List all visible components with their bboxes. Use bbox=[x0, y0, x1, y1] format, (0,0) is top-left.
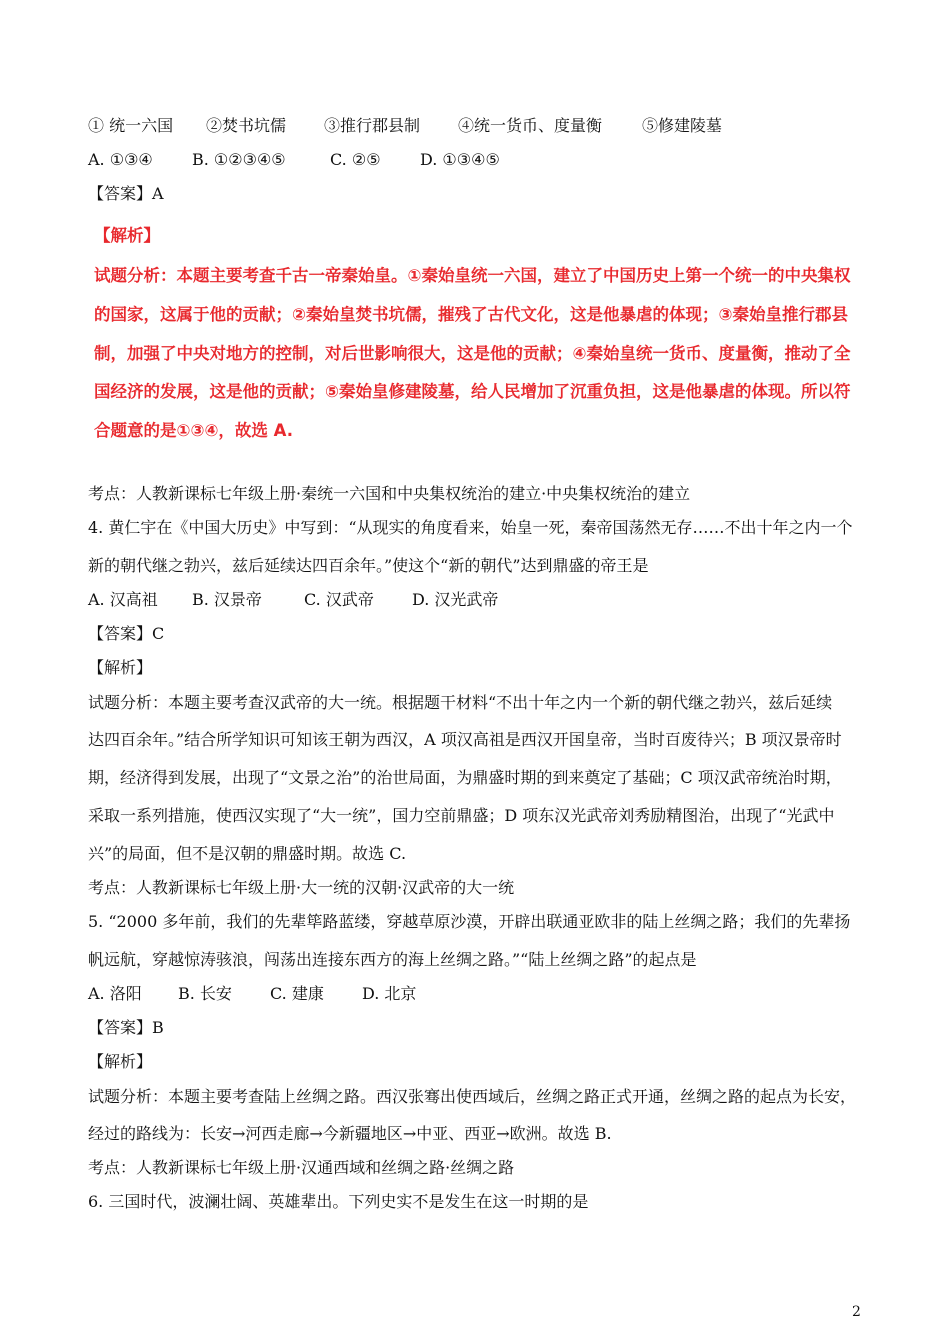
q4-kaodian: 考点：人教新课标七年级上册·大一统的汉朝·汉武帝的大一统 bbox=[88, 878, 515, 897]
q5-answer: 【答案】B bbox=[88, 1018, 164, 1037]
q5-option: D. 北京 bbox=[362, 984, 417, 1003]
q5-option: A. 洛阳 bbox=[88, 984, 142, 1003]
q3-item: ②焚书坑儒 bbox=[206, 116, 287, 135]
q4-option: C. 汉武帝 bbox=[304, 590, 374, 609]
q3-items bbox=[88, 116, 722, 136]
q3-kaodian: 考点：人教新课标七年级上册·秦统一六国和中央集权统治的建立·中央集权统治的建立 bbox=[88, 484, 691, 503]
q3-analysis-line: 合题意的是①③④，故选 A. bbox=[94, 421, 293, 440]
q5-analysis-line: 试题分析：本题主要考查陆上丝绸之路。西汉张骞出使西域后，丝绸之路正式开通，丝绸之路的起点为长安， bbox=[88, 1087, 857, 1106]
q5-stem-line: 5. “2000 多年前，我们的先辈筚路蓝缕，穿越草原沙漠，开辟出联通亚欧非的陆上丝绸之路；我们的先辈扬 bbox=[88, 912, 851, 931]
q4-analysis-line: 期，经济得到发展，出现了“文景之治”的治世局面，为鼎盛时期的到来奠定了基础；C 项汉武帝统治时期， bbox=[88, 768, 842, 787]
q5-analysis-title: 【解析】 bbox=[88, 1052, 153, 1071]
q3-options bbox=[88, 150, 500, 170]
q5-kaodian: 考点：人教新课标七年级上册·汉通西域和丝绸之路·丝绸之路 bbox=[88, 1158, 515, 1177]
q3-item: ④统一货币、度量衡 bbox=[458, 116, 603, 135]
q4-options bbox=[88, 590, 498, 610]
q4-analysis-line: 兴”的局面，但不是汉朝的鼎盛时期。故选 C. bbox=[88, 844, 407, 863]
q4-analysis-line: 达四百余年。”结合所学知识可知该王朝为西汉，A 项汉高祖是西汉开国皇帝，当时百废待兴；B 项汉景帝时 bbox=[88, 730, 842, 749]
q4-stem-line: 4. 黄仁宇在《中国大历史》中写到：“从现实的角度看来，始皇一死，秦帝国荡然无存……不出十年之内一个 bbox=[88, 518, 853, 537]
q3-option: B. ①②③④⑤ bbox=[192, 150, 286, 169]
page-number: 2 bbox=[852, 1304, 861, 1320]
q5-stem-line: 帆远航，穿越惊涛骇浪，闯荡出连接东西方的海上丝绸之路。”“陆上丝绸之路”的起点是 bbox=[88, 950, 697, 969]
q5-options bbox=[88, 984, 416, 1004]
q3-option: A. ①③④ bbox=[88, 150, 153, 169]
q3-item: ⑤修建陵墓 bbox=[642, 116, 723, 135]
q5-analysis-line: 经过的路线为：长安→河西走廊→今新疆地区→中亚、西亚→欧洲。故选 B. bbox=[88, 1124, 612, 1143]
q4-option: B. 汉景帝 bbox=[192, 590, 262, 609]
q5-option: B. 长安 bbox=[178, 984, 232, 1003]
q3-item: ③推行郡县制 bbox=[324, 116, 421, 135]
q3-analysis-line: 制，加强了中央对地方的控制，对后世影响很大，这是他的贡献；④秦始皇统一货币、度量衡，推动了全 bbox=[94, 344, 851, 363]
q3-analysis-line: 国经济的发展，这是他的贡献；⑤秦始皇修建陵墓，给人民增加了沉重负担，这是他暴虐的体现。所以符 bbox=[94, 382, 851, 401]
q3-analysis-title: 【解析】 bbox=[94, 226, 160, 245]
q3-analysis-line: 的国家，这属于他的贡献；②秦始皇焚书坑儒，摧残了古代文化，这是他暴虐的体现；③秦始皇推行郡县 bbox=[94, 305, 848, 324]
q3-analysis-line: 试题分析：本题主要考查千古一帝秦始皇。①秦始皇统一六国，建立了中国历史上第一个统一的中央集权 bbox=[94, 266, 851, 285]
q3-answer: 【答案】A bbox=[88, 184, 164, 203]
q5-option: C. 建康 bbox=[270, 984, 324, 1003]
q6-stem-line: 6. 三国时代，波澜壮阔、英雄辈出。下列史实不是发生在这一时期的是 bbox=[88, 1192, 589, 1211]
q4-answer: 【答案】C bbox=[88, 624, 165, 643]
q3-option: C. ②⑤ bbox=[330, 150, 381, 169]
q4-analysis-title: 【解析】 bbox=[88, 658, 153, 677]
q4-option: D. 汉光武帝 bbox=[412, 590, 499, 609]
q4-stem-line: 新的朝代继之勃兴，兹后延续达四百余年。”使这个“新的朝代”达到鼎盛的帝王是 bbox=[88, 556, 649, 575]
q3-option: D. ①③④⑤ bbox=[420, 150, 500, 169]
q4-analysis-line: 试题分析：本题主要考查汉武帝的大一统。根据题干材料“不出十年之内一个新的朝代继之勃兴，兹后延续 bbox=[88, 693, 833, 712]
q4-analysis-line: 采取一系列措施，使西汉实现了“大一统”，国力空前鼎盛；D 项东汉光武帝刘秀励精图治，出现了“光武中 bbox=[88, 806, 835, 825]
q4-option: A. 汉高祖 bbox=[88, 590, 158, 609]
q3-item: ① 统一六国 bbox=[88, 116, 174, 135]
